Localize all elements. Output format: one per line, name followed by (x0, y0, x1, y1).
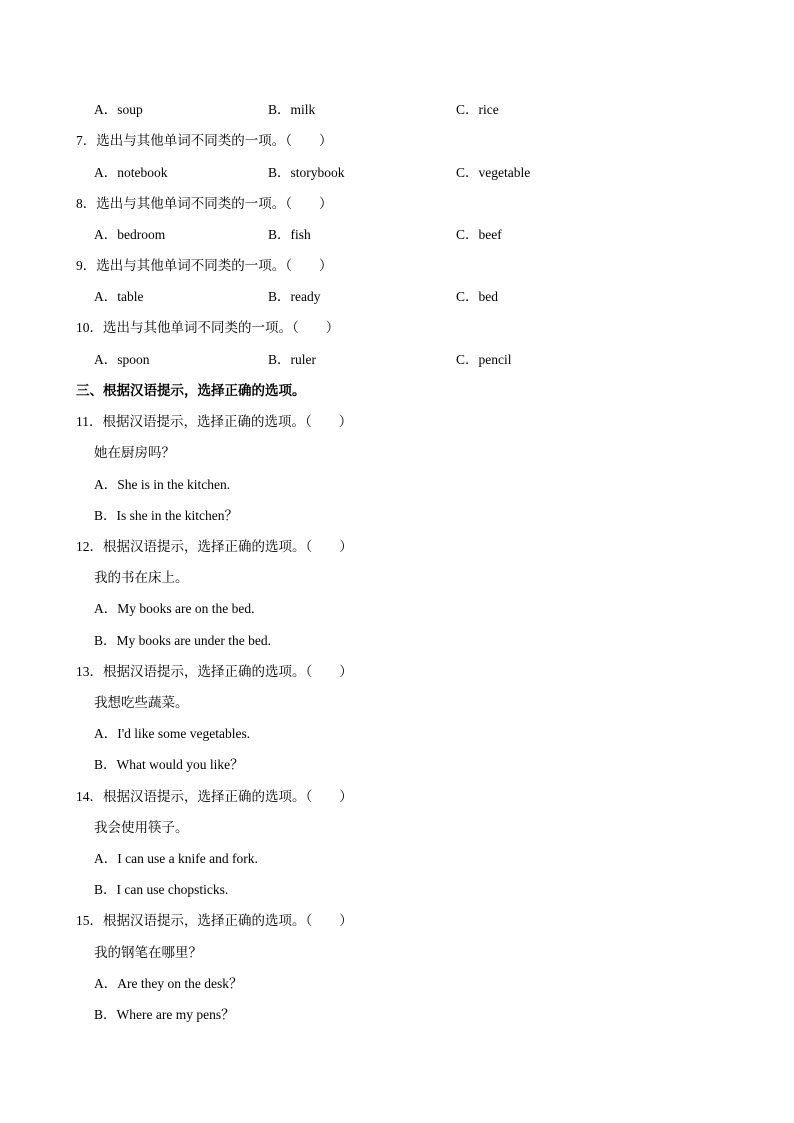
q10-option-a[interactable]: A．spoon (94, 352, 150, 367)
q6-option-b[interactable]: B．milk (268, 102, 316, 117)
q6-option-c[interactable]: C．rice (456, 102, 499, 117)
q11-prompt: 她在厨房吗？ (94, 445, 175, 460)
q9-option-a[interactable]: A．table (94, 289, 144, 304)
q6-option-a[interactable]: A．soup (94, 102, 143, 117)
q9-option-b[interactable]: B．ready (268, 289, 321, 304)
q15-prompt: 我的钢笔在哪里？ (94, 945, 202, 960)
q8-option-c[interactable]: C．beef (456, 227, 502, 242)
q10-option-b[interactable]: B．ruler (268, 352, 316, 367)
q7-option-a[interactable]: A．notebook (94, 165, 168, 180)
q13-option-a[interactable]: A．I'd like some vegetables. (94, 726, 251, 741)
q14-option-b[interactable]: B．I can use chopsticks. (94, 882, 229, 897)
q12-option-a[interactable]: A．My books are on the bed. (94, 601, 255, 616)
q15-stem: 15．根据汉语提示，选择正确的选项。（ ） (76, 913, 353, 928)
section-heading: 三、根据汉语提示，选择正确的选项。 (76, 383, 306, 398)
q7-stem: 7．选出与其他单词不同类的一项。（ ） (76, 133, 333, 148)
q11-stem: 11．根据汉语提示，选择正确的选项。（ ） (76, 414, 353, 429)
q14-option-a[interactable]: A．I can use a knife and fork. (94, 851, 258, 866)
q9-stem: 9．选出与其他单词不同类的一项。（ ） (76, 258, 333, 273)
q14-stem: 14．根据汉语提示，选择正确的选项。（ ） (76, 789, 353, 804)
q9-option-c[interactable]: C．bed (456, 289, 498, 304)
q11-option-a[interactable]: A．She is in the kitchen. (94, 477, 231, 492)
q8-stem: 8．选出与其他单词不同类的一项。（ ） (76, 196, 333, 211)
q15-option-a[interactable]: A．Are they on the desk？ (94, 976, 243, 991)
q14-prompt: 我会使用筷子。 (94, 820, 189, 835)
q12-prompt: 我的书在床上。 (94, 570, 189, 585)
q12-stem: 12．根据汉语提示，选择正确的选项。（ ） (76, 539, 353, 554)
q10-stem: 10．选出与其他单词不同类的一项。（ ） (76, 320, 340, 335)
q13-prompt: 我想吃些蔬菜。 (94, 695, 189, 710)
q13-stem: 13．根据汉语提示，选择正确的选项。（ ） (76, 664, 353, 679)
q8-option-b[interactable]: B．fish (268, 227, 311, 242)
q13-option-b[interactable]: B．What would you like？ (94, 757, 244, 772)
q8-option-a[interactable]: A．bedroom (94, 227, 166, 242)
q11-option-b[interactable]: B．Is she in the kitchen？ (94, 508, 238, 523)
q10-option-c[interactable]: C．pencil (456, 352, 512, 367)
q12-option-b[interactable]: B．My books are under the bed. (94, 633, 271, 648)
q15-option-b[interactable]: B．Where are my pens？ (94, 1007, 235, 1022)
q7-option-b[interactable]: B．storybook (268, 165, 345, 180)
q7-option-c[interactable]: C．vegetable (456, 165, 531, 180)
